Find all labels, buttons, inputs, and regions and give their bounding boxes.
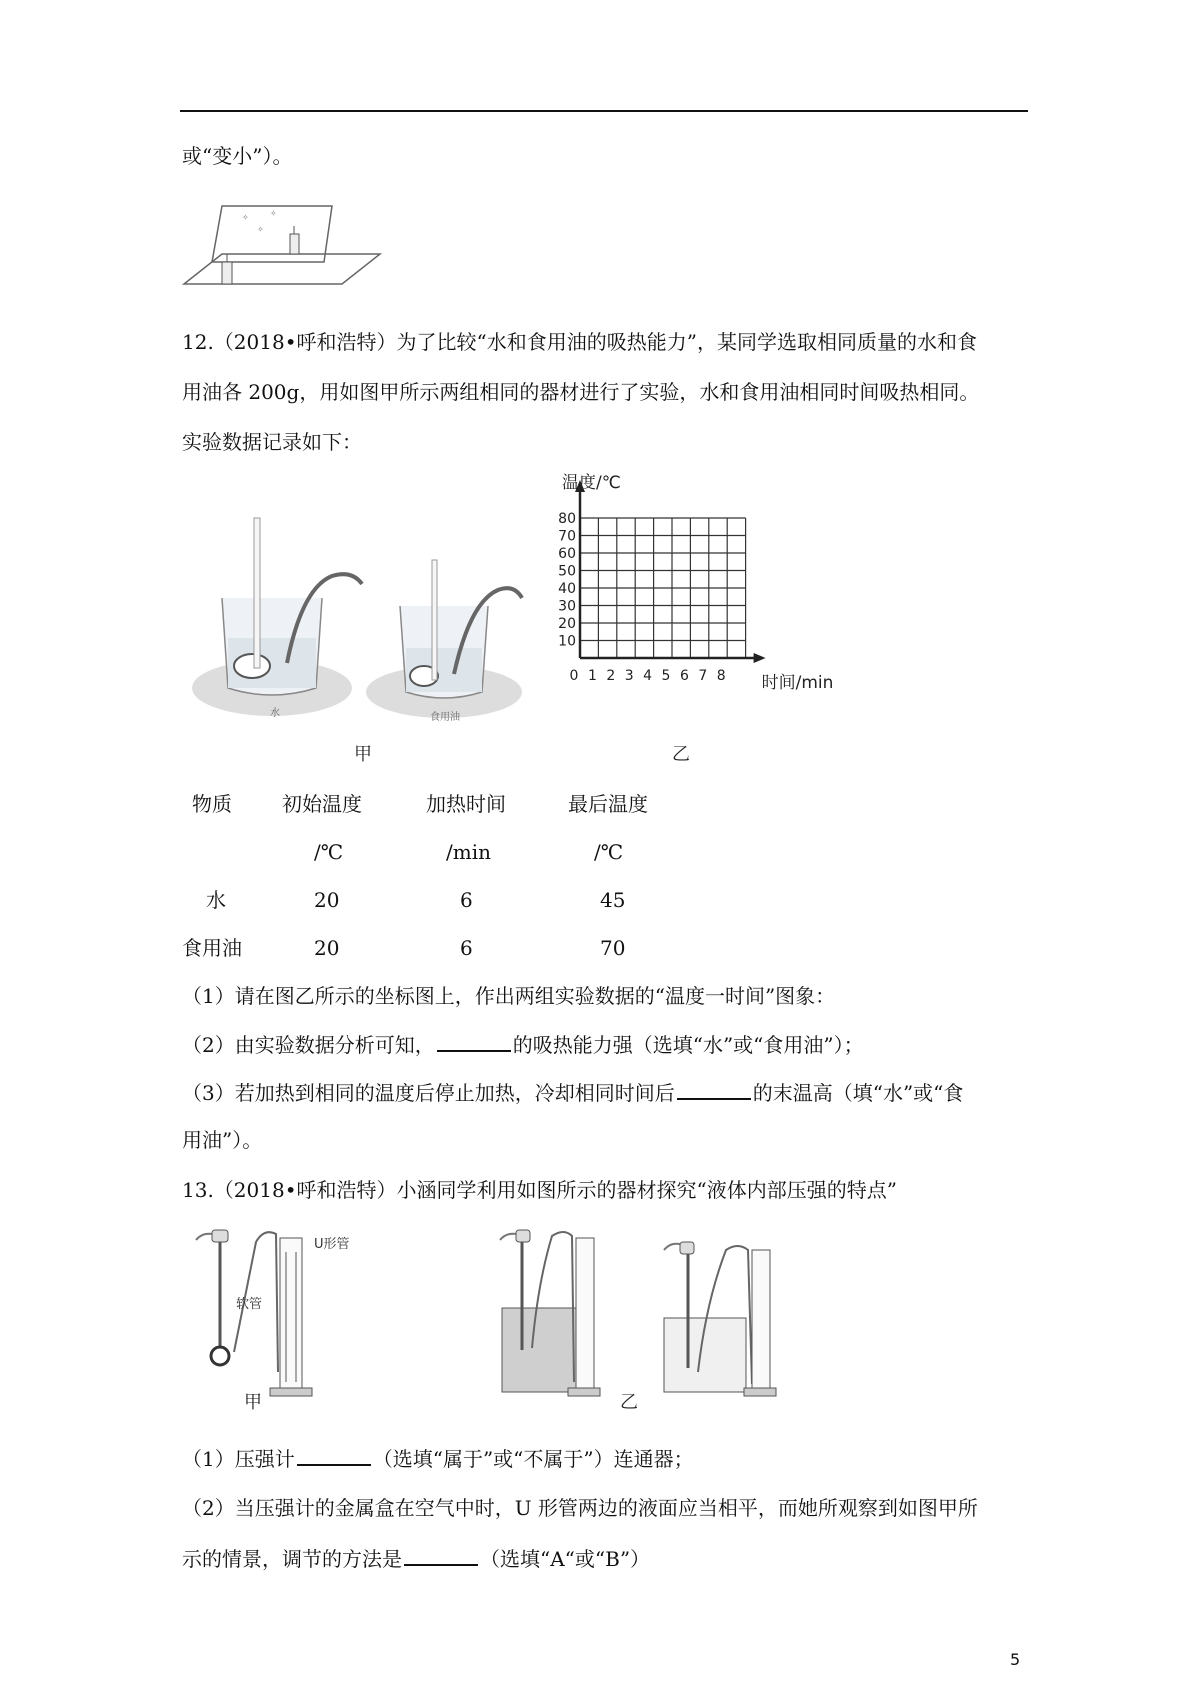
text-line-top: 或“变小”）。 [182, 144, 293, 168]
y-tick-label-10: 10 [558, 633, 576, 650]
q13-part-2-after: （选填“A“或“B”） [480, 1547, 651, 1571]
q12-part-3-before: （3）若加热到相同的温度后停止加热，冷却相同时间后 [182, 1081, 675, 1105]
x-tick-label-6: 6 [679, 668, 689, 684]
label-hose: 软管 [236, 1297, 263, 1312]
x-tick-label-0: 0 [569, 668, 579, 684]
x-tick-label-5: 5 [661, 668, 671, 684]
q13-line-1: 13.（2018•呼和浩特）小涵同学利用如图所示的器材探究“液体内部压强的特点” [182, 1178, 897, 1202]
table-header-2: 加热时间 [426, 792, 506, 816]
x-axis-label: 时间/min [761, 673, 834, 693]
x-tick-label-2: 2 [606, 668, 616, 684]
y-axis-label: 温度/℃ [562, 473, 621, 493]
q12-part-3 [182, 1078, 963, 1107]
y-tick-label-60: 60 [558, 546, 576, 562]
y-tick-label-40: 40 [558, 581, 576, 597]
manometer-caption-right: 乙 [620, 1392, 638, 1413]
x-tick-label-3: 3 [624, 668, 634, 684]
page-number: 5 [1010, 1650, 1021, 1669]
answer-blank-q12-3[interactable] [677, 1078, 751, 1100]
table-row-0-col-0: 水 [206, 888, 226, 912]
q12-part-3-cont: 用油”）。 [182, 1128, 263, 1152]
y-tick-label-80: 80 [558, 511, 576, 527]
table-unit-2: /min [446, 840, 491, 864]
y-tick-label-70: 70 [558, 528, 576, 545]
q12-part-3-after: 的末温高（填“水”或“食 [752, 1081, 964, 1105]
beakers-figure [192, 498, 552, 738]
q13-part-1 [182, 1444, 694, 1473]
x-tick-label-8: 8 [716, 668, 726, 684]
temperature-time-graph [558, 473, 890, 716]
table-row-0-col-3: 45 [600, 888, 626, 912]
table-header-0: 物质 [192, 792, 232, 816]
q12-part-1: （1）请在图乙所示的坐标图上，作出两组实验数据的“温度一时间”图象： [182, 984, 836, 1008]
y-tick-label-30: 30 [558, 598, 576, 615]
table-header-1: 初始温度 [282, 792, 362, 816]
table-row-1-col-2: 6 [460, 936, 473, 960]
manometer-figures [186, 1222, 846, 1410]
q13-part-2-line-1: （2）当压强计的金属盒在空气中时，U 形管两边的液面应当相平，而她所观察到如图甲所 [182, 1496, 978, 1520]
x-tick-label-1: 1 [587, 668, 597, 684]
table-row-1-col-0: 食用油 [182, 936, 242, 960]
q13-part-2-before: 示的情景，调节的方法是 [182, 1547, 402, 1571]
table-row-0-col-2: 6 [460, 888, 473, 912]
label-u-tube: U形管 [314, 1237, 350, 1252]
plane-mirror-candle-figure [182, 192, 382, 290]
svg-text:✧: ✧ [270, 209, 277, 218]
table-header-3: 最后温度 [568, 792, 648, 816]
table-row-1-col-3: 70 [600, 936, 626, 960]
y-tick-label-50: 50 [558, 563, 576, 580]
q12-part-2 [182, 1030, 864, 1059]
beaker2-label: 食用油 [430, 712, 460, 723]
q13-part-1-before: （1）压强计 [182, 1447, 295, 1471]
svg-text:✧: ✧ [242, 213, 249, 222]
q13-part-1-after: （选填“属于”或“不属于”）连通器； [372, 1447, 694, 1471]
q12-line-3: 实验数据记录如下： [182, 430, 362, 454]
manometer-caption-left: 甲 [244, 1392, 262, 1413]
svg-text:✧: ✧ [257, 225, 264, 234]
q12-part-2-before: （2）由实验数据分析可知， [182, 1033, 435, 1057]
graph-caption: 乙 [672, 744, 690, 765]
q12-line-2: 用油各 200g，用如图甲所示两组相同的器材进行了实验，水和食用油相同时间吸热相同。 [182, 380, 980, 404]
answer-blank-q12-2[interactable] [437, 1030, 511, 1052]
x-axis-arrow [754, 653, 766, 663]
table-row-0-col-1: 20 [314, 888, 340, 912]
table-unit-1: /℃ [314, 840, 344, 864]
table-unit-3: /℃ [594, 840, 624, 864]
table-row-1-col-1: 20 [314, 936, 340, 960]
answer-blank-q13-2[interactable] [404, 1544, 478, 1566]
x-tick-label-4: 4 [643, 668, 653, 684]
x-tick-label-7: 7 [698, 668, 708, 684]
q12-part-2-after: 的吸热能力强（选填“水”或“食用油”）； [512, 1033, 864, 1057]
q13-part-2-line-2 [182, 1544, 650, 1573]
beaker-figure-caption: 甲 [354, 744, 372, 765]
y-tick-label-20: 20 [558, 616, 576, 632]
answer-blank-q13-1[interactable] [297, 1444, 371, 1466]
header-rule [180, 110, 1028, 112]
beaker1-label: 水 [270, 708, 280, 719]
q12-line-1: 12.（2018•呼和浩特）为了比较“水和食用油的吸热能力”，某同学选取相同质量的水和食 [182, 330, 977, 354]
